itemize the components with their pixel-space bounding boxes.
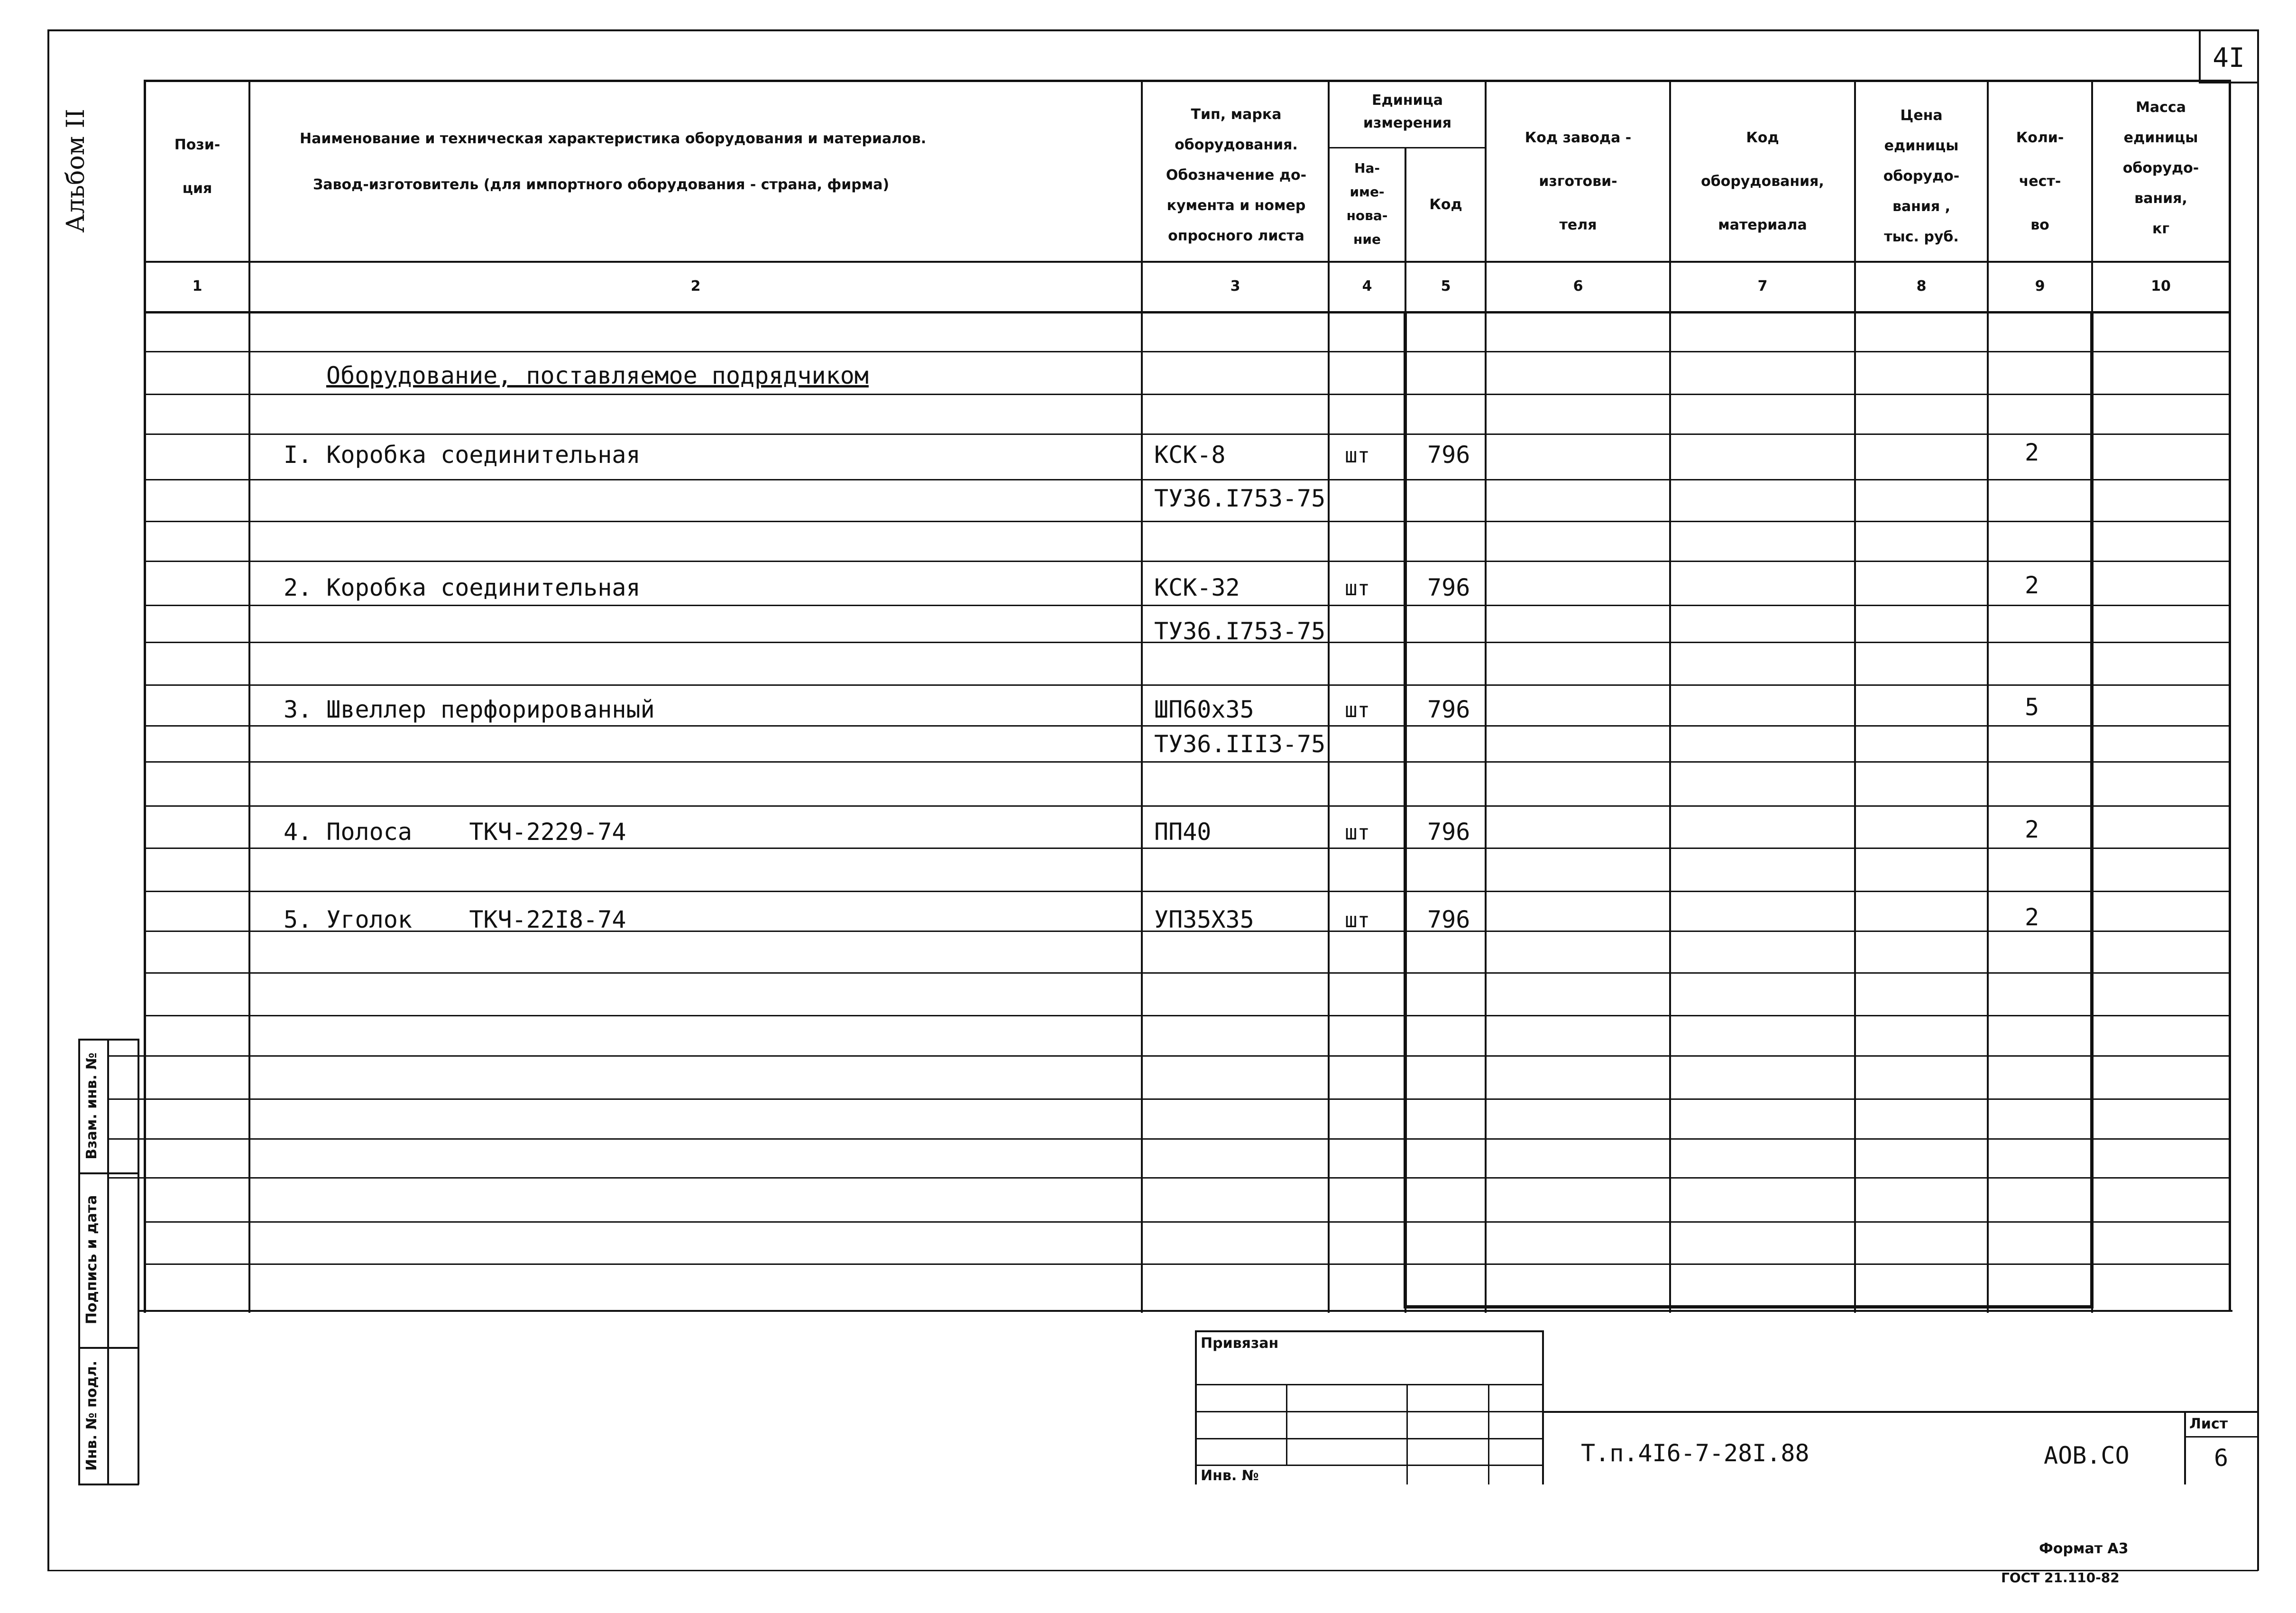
col-line-8 (1987, 80, 1989, 1313)
row-line (144, 1177, 2230, 1179)
stamp-top-line (78, 1039, 139, 1041)
stamp-left-line (78, 1039, 80, 1484)
item-5-code: 796 (1427, 906, 1470, 933)
row-line (144, 972, 2230, 974)
col8-header: Цена единицы оборудо- вания , тыс. руб. (1883, 107, 1960, 245)
item-3-unit: шт (1345, 698, 1370, 722)
stamp-inv-podl-label: Инв. № подл. (83, 1360, 100, 1471)
item-1-unit: шт (1345, 443, 1370, 468)
item-1-qty: 2 (2025, 439, 2039, 466)
stamp-right-line (138, 1039, 139, 1484)
tb-row-line-4 (1195, 1465, 1543, 1466)
col2-header-line1: Наименование и техническая характеристика оборудования и материалов. (300, 130, 927, 147)
outer-right-line (2257, 29, 2259, 1571)
stamp-vzam-label: Взам. инв. № (83, 1052, 100, 1160)
table-left-line (144, 80, 146, 1313)
col3-header: Тип, марка оборудования. Обозначение до- кумента и номер опросного листа (1166, 106, 1307, 244)
colnum-2: 2 (690, 278, 701, 295)
col10-header: Масса единицы оборудо- вания, кг (2122, 99, 2199, 237)
tb-frame-left (1195, 1330, 1197, 1484)
tb-frame-top (1195, 1330, 1543, 1332)
table-bottom-line (138, 1310, 2232, 1312)
row-line (144, 1098, 2230, 1100)
bold-block-right (2090, 311, 2094, 1307)
section-title: Оборудование, поставляемое подрядчиком (326, 362, 869, 389)
col2-header-line2: Завод-изготовитель (для импортного оборудования - страна, фирма) (313, 176, 890, 193)
tb-col-line-1 (1286, 1384, 1287, 1465)
row-line (144, 761, 2230, 763)
outer-bottom-line (47, 1570, 2258, 1571)
corner-box-left (2199, 29, 2201, 83)
col4-header: На- име- нова- ние (1346, 160, 1388, 247)
item-2-qty: 2 (2025, 571, 2039, 599)
tb-sheet-box-mid (2184, 1436, 2258, 1438)
tb-doc-code: Т.п.4I6-7-28I.88 (1581, 1439, 1809, 1467)
item-2-code: 796 (1427, 574, 1470, 601)
row-line (144, 1138, 2230, 1140)
col-line-7 (1854, 80, 1856, 1313)
row-line (144, 394, 2230, 395)
row-line (144, 725, 2230, 727)
col-line-6 (1669, 80, 1671, 1313)
colnum-10: 10 (2151, 278, 2171, 295)
colnum-8: 8 (1916, 278, 1927, 295)
colnum-5: 5 (1441, 278, 1451, 295)
tb-sheet-number: 6 (2213, 1444, 2229, 1472)
row-line (144, 891, 2230, 892)
col-line-5 (1485, 80, 1487, 1313)
col45-header: Единица измерения (1363, 92, 1452, 131)
colnum-3: 3 (1230, 278, 1240, 295)
tb-frame-right (1542, 1330, 1544, 1484)
tb-privyazan-label: Привязан (1201, 1335, 1279, 1352)
row-line (144, 433, 2230, 435)
item-3-doc: ТУ36.III3-75 (1154, 730, 1326, 758)
item-1-name: I. Коробка соединительная (284, 441, 641, 469)
table-colnum-bottom-line (144, 311, 2231, 313)
row-line (144, 1263, 2230, 1265)
item-4-name: 4. Полоса ТКЧ-2229-74 (284, 818, 626, 846)
row-line (144, 1055, 2230, 1057)
col1-header: Пози- ция (174, 137, 220, 197)
item-4-qty: 2 (2025, 816, 2039, 843)
col-line-3 (1328, 80, 1330, 1313)
colnum-7: 7 (1757, 278, 1768, 295)
outer-top-line (47, 29, 2258, 31)
row-line (144, 605, 2230, 606)
stamp-bottom-line (78, 1484, 139, 1485)
item-1-type: КСК-8 (1154, 441, 1226, 469)
stamp-podpis-label: Подпись и дата (83, 1195, 100, 1325)
row-line (144, 561, 2230, 562)
table-right-line (2229, 80, 2231, 1310)
stamp-sep-1 (78, 1172, 139, 1174)
item-2-doc: ТУ36.I753-75 (1154, 618, 1326, 645)
item-5-qty: 2 (2025, 903, 2039, 931)
col-line-1 (248, 80, 250, 1313)
bold-block-bottom (1404, 1305, 2094, 1309)
row-line (144, 805, 2230, 807)
footer-gost: ГОСТ 21.110-82 (2001, 1570, 2120, 1585)
item-4-type: ПП40 (1154, 818, 1212, 846)
tb-row-line-3 (1195, 1438, 1543, 1439)
unit-subheader-line (1328, 147, 1486, 148)
item-4-unit: шт (1345, 820, 1370, 845)
stamp-inner-line (107, 1039, 109, 1484)
bold-block-left (1404, 311, 1407, 1307)
row-line (144, 479, 2230, 480)
tb-col-line-2 (1406, 1384, 1408, 1484)
tb-row-line-2 (1195, 1411, 1543, 1412)
colnum-4: 4 (1362, 278, 1372, 295)
col5-header: Код (1429, 196, 1462, 213)
corner-sheet-number: 4I (2213, 43, 2245, 74)
tb-sheet-label: Лист (2189, 1416, 2228, 1432)
row-line (144, 1015, 2230, 1016)
row-line (144, 521, 2230, 522)
colnum-9: 9 (2035, 278, 2045, 295)
colnum-1: 1 (192, 278, 202, 295)
tb-right-top-line (1542, 1411, 2258, 1413)
item-5-unit: шт (1345, 908, 1370, 932)
item-3-code: 796 (1427, 696, 1470, 723)
row-line (144, 1221, 2230, 1223)
item-2-type: КСК-32 (1154, 574, 1240, 601)
item-1-code: 796 (1427, 441, 1470, 469)
outer-left-line (47, 29, 49, 1571)
item-5-type: УП35Х35 (1154, 906, 1254, 933)
row-line (144, 684, 2230, 686)
footer-format: Формат А3 (2039, 1540, 2129, 1557)
row-line (144, 848, 2230, 849)
col7-header: Код оборудования, материала (1701, 129, 1824, 233)
item-3-qty: 5 (2025, 693, 2039, 721)
col6-header: Код завода - изготови- теля (1525, 129, 1632, 233)
tb-col-line-3 (1488, 1384, 1489, 1484)
row-line (144, 351, 2230, 352)
col-line-2 (1141, 80, 1143, 1313)
item-3-name: 3. Швеллер перфорированный (284, 696, 655, 723)
tb-inv-no-label: Инв. № (1201, 1467, 1259, 1484)
colnum-6: 6 (1573, 278, 1583, 295)
col9-header: Коли- чест- во (2016, 129, 2064, 233)
stamp-sep-2 (78, 1347, 139, 1349)
tb-mark: АОВ.СО (2044, 1442, 2130, 1469)
album-label: Альбом II (62, 109, 90, 233)
table-header-bottom-line (144, 261, 2231, 263)
table-top-line (144, 80, 2231, 82)
item-2-unit: шт (1345, 576, 1370, 600)
tb-row-line-1 (1195, 1384, 1543, 1385)
item-4-code: 796 (1427, 818, 1470, 846)
item-2-name: 2. Коробка соединительная (284, 574, 641, 601)
item-3-type: ШП60х35 (1154, 696, 1254, 723)
item-1-doc: ТУ36.I753-75 (1154, 485, 1326, 512)
tb-sheet-box-left (2184, 1411, 2186, 1484)
item-5-name: 5. Уголок ТКЧ-22I8-74 (284, 906, 626, 933)
